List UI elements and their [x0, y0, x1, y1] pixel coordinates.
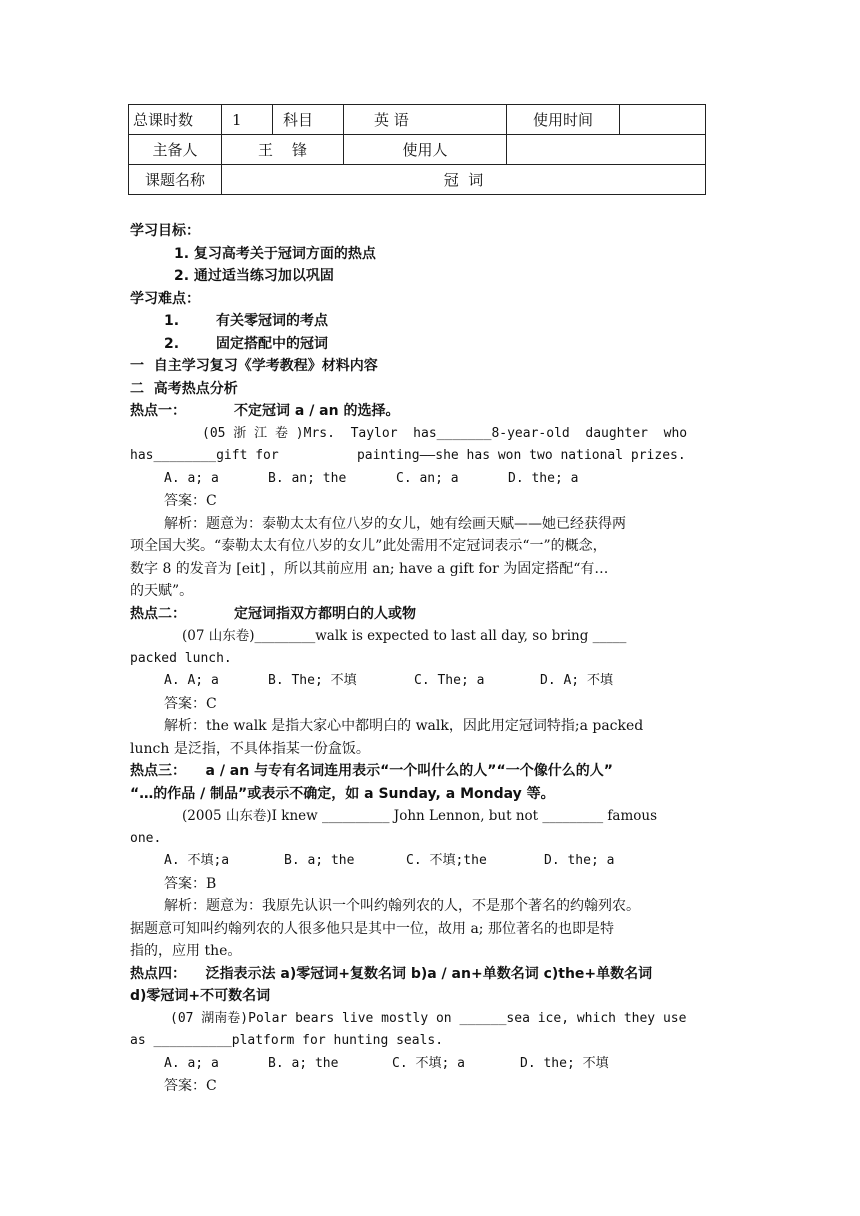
- question-line: one.: [130, 830, 162, 846]
- value-total-hours: 1: [222, 105, 273, 135]
- table-row: [129, 135, 706, 165]
- option: A. A; a: [164, 673, 219, 688]
- analysis-line: 数字 8 的发音为 [eit] ，所以其前应用 an; have a gift for 为固定搭配“有…: [130, 560, 609, 577]
- answer: 答案：C: [164, 695, 217, 712]
- answer: 答案：C: [164, 1078, 217, 1094]
- difficulties-title: 学习难点：: [130, 290, 200, 307]
- option: C. an; a: [396, 470, 459, 486]
- hotpoint-title: [130, 603, 730, 626]
- table-row: [129, 105, 706, 135]
- option: C. 不填;the: [406, 853, 487, 868]
- option: D. the; a: [544, 853, 615, 868]
- option: A. a; a: [164, 470, 219, 486]
- option: C. The; a: [414, 673, 485, 688]
- difficulty-item: [130, 310, 730, 333]
- label-topic: 课题名称: [129, 165, 222, 195]
- value-use-time: [620, 105, 706, 135]
- options-line: [130, 850, 730, 873]
- analysis-line: 的天赋”。: [130, 583, 194, 599]
- goal-item: 1. 复习高考关于冠词方面的热点: [174, 245, 376, 262]
- label-total-hours: 总课时数: [129, 105, 222, 135]
- value-subject: 英 语: [344, 105, 507, 135]
- section-heading-2: 二 高考热点分析: [130, 380, 238, 397]
- difficulty-item: [130, 333, 730, 356]
- hotpoint-text: 不定冠词 a / an 的选择。: [234, 403, 400, 419]
- options-line: [130, 670, 730, 693]
- hotpoint-title-cont: d)零冠词+不可数名词: [130, 988, 271, 1004]
- lesson-info-table: [128, 104, 706, 195]
- difficulty-text: 有关零冠词的考点: [216, 313, 328, 329]
- option: A. 不填;a: [164, 853, 230, 868]
- option: B. a; the: [268, 1055, 339, 1071]
- answer: 答案：C: [164, 493, 217, 509]
- label-use-time: 使用时间: [507, 105, 620, 135]
- table-row: [129, 165, 706, 195]
- option: B. an; the: [268, 470, 347, 486]
- value-user: [507, 135, 706, 165]
- goal-item: 2. 通过适当练习加以巩固: [174, 268, 334, 284]
- option: D. A; 不填: [540, 673, 613, 688]
- value-topic: 冠 词: [222, 165, 706, 195]
- hotpoint-label: 热点二：: [130, 605, 186, 622]
- options-line: [130, 468, 730, 491]
- question-line: as __________platform for hunting seals.: [130, 1033, 444, 1048]
- hotpoint-label: 热点一：: [130, 403, 186, 419]
- difficulty-text: 固定搭配中的冠词: [216, 335, 328, 352]
- hotpoint-title-cont: “…的作品 / 制品”或表示不确定，如 a Sunday, a Monday 等。: [130, 785, 555, 802]
- analysis-line: 项全国大奖。“泰勒太太有位八岁的女儿”此处需用不定冠词表示“一”的概念，: [130, 538, 607, 554]
- hotpoint-text: 定冠词指双方都明白的人或物: [234, 605, 416, 622]
- options-line: [130, 1053, 730, 1076]
- question-line: packed lunch.: [130, 650, 232, 666]
- analysis-line: 解析：the walk 是指大家心中都明白的 walk，因此用定冠词特指;a packed: [164, 718, 644, 734]
- analysis-line: 指的，应用 the。: [130, 943, 242, 959]
- analysis-line: 解析：题意为：我原先认识一个叫约翰列农的人，不是那个著名的约翰列农。: [164, 898, 640, 914]
- difficulty-number: 2.: [164, 335, 180, 352]
- option: D. the; 不填: [520, 1055, 609, 1071]
- question-line: (05 浙 江 卷 )Mrs. Taylor has_______8-year-old daughter who: [202, 425, 688, 441]
- question-line: (2005 山东卷)I knew __________ John Lennon, but not _________ famous: [182, 808, 658, 824]
- option: A. a; a: [164, 1055, 219, 1071]
- option: B. a; the: [284, 853, 355, 868]
- section-heading-1: 一 自主学习复习《学考教程》材料内容: [130, 358, 378, 374]
- goals-title: 学习目标：: [130, 223, 200, 239]
- answer: 答案：B: [164, 875, 217, 892]
- question-line: (07 湖南卷)Polar bears live mostly on ______sea ice, which they use: [170, 1010, 687, 1026]
- question-line: (07 山东卷)_________walk is expected to last all day, so bring _____: [182, 628, 627, 644]
- option: D. the; a: [508, 470, 579, 486]
- analysis-line: 据题意可知叫约翰列农的人很多他只是其中一位，故用 a; 那位著名的也即是特: [130, 920, 614, 937]
- difficulty-number: 1.: [164, 313, 180, 329]
- hotpoint-title: [130, 400, 730, 423]
- hotpoint-title: 热点四： 泛指表示法 a)零冠词+复数名词 b)a / an+单数名词 c)the+单数名词: [130, 965, 653, 982]
- analysis-line: lunch 是泛指，不具体指某一份盒饭。: [130, 740, 370, 757]
- value-preparer: 王 锋: [222, 135, 344, 165]
- label-preparer: 主备人: [129, 135, 222, 165]
- hotpoint-title: 热点三： a / an 与专有名词连用表示“一个叫什么的人”“一个像什么的人”: [130, 763, 613, 779]
- option: B. The; 不填: [268, 673, 357, 688]
- analysis-line: 解析：题意为：泰勒太太有位八岁的女儿，她有绘画天赋——她已经获得两: [164, 515, 626, 532]
- lesson-content: [130, 220, 730, 1098]
- label-user: 使用人: [344, 135, 507, 165]
- label-subject: 科目: [273, 105, 344, 135]
- question-line: has________gift for painting——she has won two national prizes.: [130, 448, 686, 463]
- option: C. 不填; a: [392, 1055, 465, 1071]
